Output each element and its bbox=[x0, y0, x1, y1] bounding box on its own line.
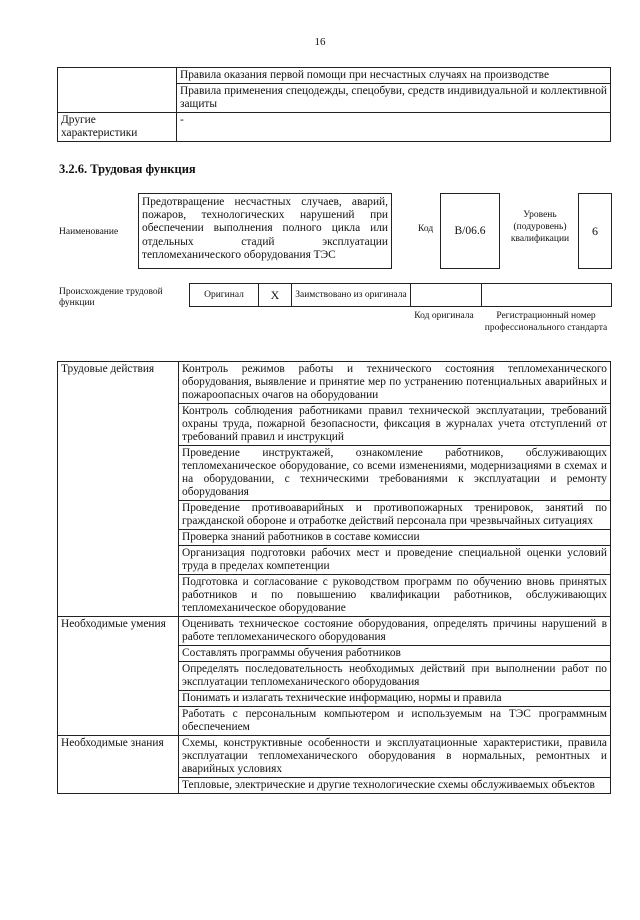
row-item: Контроль режимов работы и технического состояния тепломеханического оборудования, выявление и принятие мер по устранению потенциальных аварийных и пожароопасных очагов на оборудовании bbox=[179, 362, 611, 404]
row-item: Организация подготовки рабочих мест и проведение специальной оценки условий труда в пределах компетенции bbox=[179, 546, 611, 575]
table-row bbox=[58, 736, 611, 778]
original-mark: X bbox=[259, 284, 292, 307]
table-row bbox=[58, 617, 611, 646]
borrowed-label: Заимствовано из оригинала bbox=[292, 284, 411, 307]
top-table bbox=[57, 67, 611, 142]
level-label: Уровень (подуровень) квалификации bbox=[510, 210, 570, 244]
row-item: Тепловые, электрические и другие технологические схемы обслуживаемых объектов bbox=[179, 778, 611, 794]
section-title: 3.2.6. Трудовая функция bbox=[59, 162, 196, 176]
row-label: Трудовые действия bbox=[58, 362, 179, 617]
qualification-level: 6 bbox=[578, 193, 612, 269]
row-label bbox=[58, 68, 177, 113]
row-label: Необходимые умения bbox=[58, 617, 179, 736]
row-label: Необходимые знания bbox=[58, 736, 179, 794]
row-label: Другие характеристики bbox=[58, 113, 177, 142]
origin-label: Происхождение трудовой функции bbox=[59, 287, 163, 308]
table-row bbox=[58, 68, 611, 84]
name-label: Наименование bbox=[59, 227, 119, 237]
reg-number-label: Регистрационный номер профессионального стандарта bbox=[484, 311, 608, 333]
row-item: Проведение инструктажей, ознакомление работников, обслуживающих тепломеханическое оборудование, со всеми изменениями, модернизациями в схемах и на оборудовании, с техническими требованиями к эксплуатации и ремонту оборудования bbox=[179, 446, 611, 501]
row-item: - bbox=[177, 113, 611, 142]
code-original-label: Код оригинала bbox=[414, 311, 474, 321]
row-item: Проверка знаний работников в составе комиссии bbox=[179, 530, 611, 546]
row-item: Оценивать техническое состояние оборудования, определять причины нарушений в работе тепломеханического оборудования bbox=[179, 617, 611, 646]
row-item: Понимать и излагать технические информацию, нормы и правила bbox=[179, 691, 611, 707]
origin-table bbox=[189, 283, 612, 307]
function-code: B/06.6 bbox=[440, 193, 500, 269]
table-row bbox=[190, 284, 612, 307]
reg-number-cell bbox=[482, 284, 612, 307]
table-row bbox=[58, 113, 611, 142]
row-item: Подготовка и согласование с руководством программ по обучению вновь принятых работников и по повышению квалификации работников, обслуживающих тепломеханическое оборудование bbox=[179, 575, 611, 617]
function-name: Предотвращение несчастных случаев, аварий, пожаров, технологических нарушений при обеспечении выполнения полного цикла или отдельных стадий эксплуатации тепломеханического оборудования ТЭС bbox=[138, 193, 392, 269]
row-item: Составлять программы обучения работников bbox=[179, 646, 611, 662]
row-item: Правила применения спецодежды, спецобуви, средств индивидуальной и коллективной защиты bbox=[177, 84, 611, 113]
row-item: Работать с персональным компьютером и используемым на ТЭС программным обеспечением bbox=[179, 707, 611, 736]
main-table bbox=[57, 361, 611, 794]
row-item: Правила оказания первой помощи при несчастных случаях на производстве bbox=[177, 68, 611, 84]
table-row bbox=[58, 362, 611, 404]
row-item: Контроль соблюдения работниками правил технической эксплуатации, требований охраны труда, пожарной безопасности, фиксация в журналах учета отступлений от требований правил и инструкций bbox=[179, 404, 611, 446]
code-original-cell bbox=[411, 284, 482, 307]
code-label: Код bbox=[418, 224, 434, 234]
row-item: Схемы, конструктивные особенности и эксплуатационные характеристики, правила эксплуатации тепломеханического оборудования в нормальных, ремонтных и аварийных условиях bbox=[179, 736, 611, 778]
original-label: Оригинал bbox=[190, 284, 259, 307]
page-number: 16 bbox=[314, 36, 326, 48]
row-item: Определять последовательность необходимых действий при выполнении работ по эксплуатации тепломеханического оборудования bbox=[179, 662, 611, 691]
row-item: Проведение противоаварийных и противопожарных тренировок, занятий по гражданской обороне и отработке действий персонала при чрезвычайных ситуациях bbox=[179, 501, 611, 530]
